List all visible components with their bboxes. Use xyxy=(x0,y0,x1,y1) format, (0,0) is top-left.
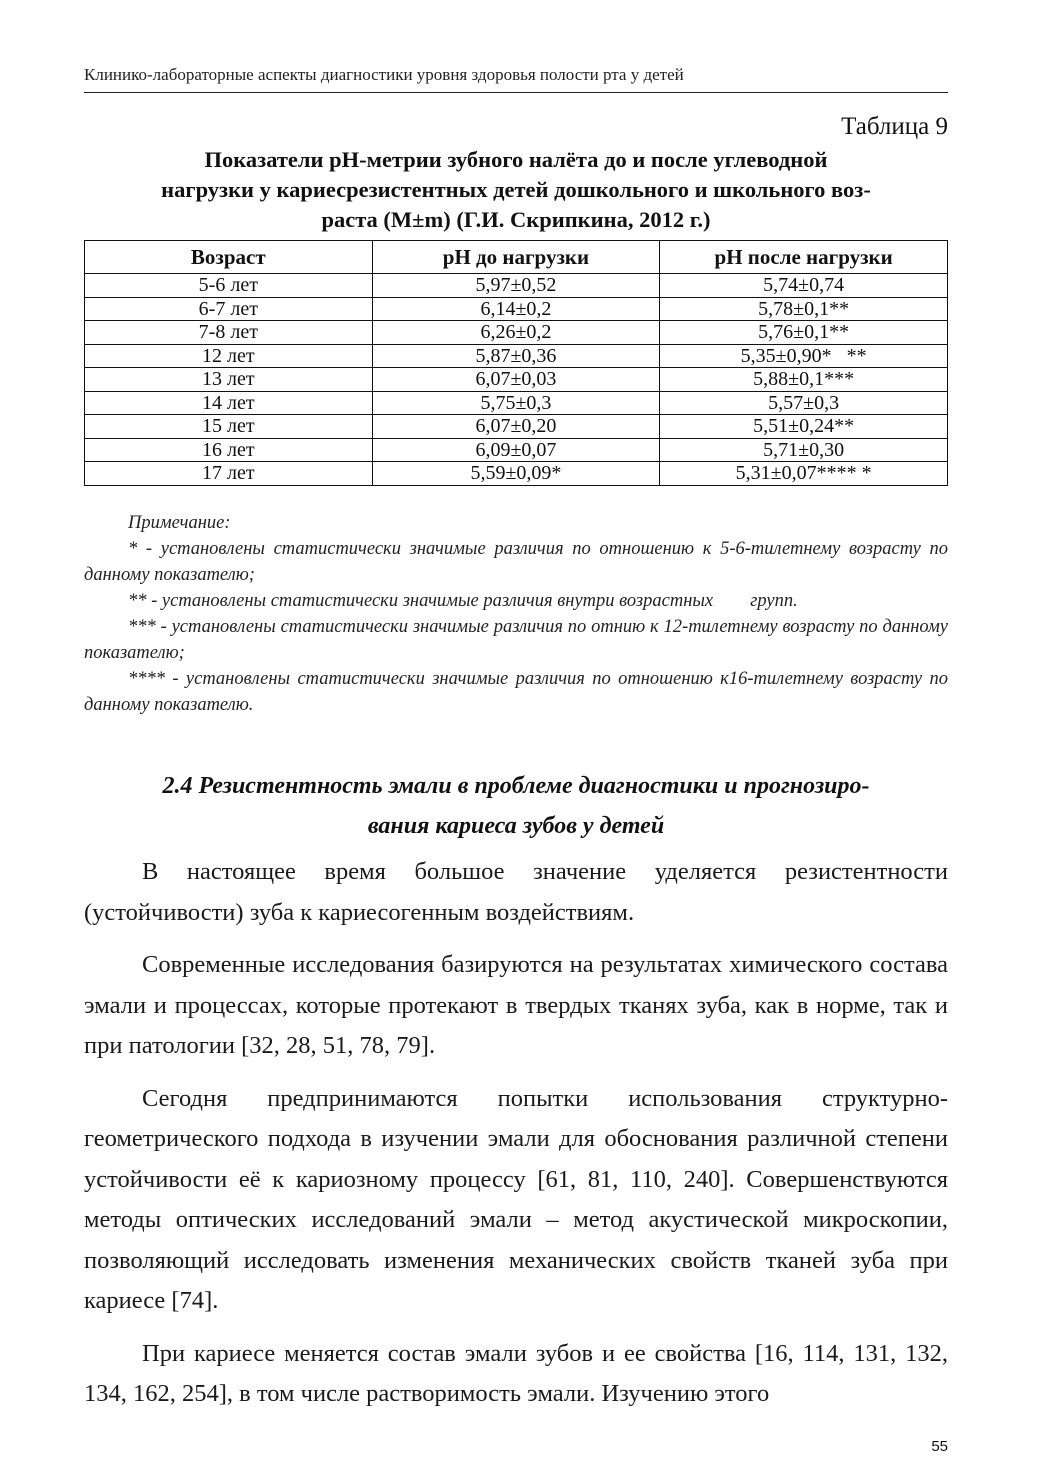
section-heading xyxy=(84,766,948,846)
paragraph: Современные исследования базируются на результатах химического состава эмали и процессах, которые протекают в твердых тканях зуба, как в норме, так и при патологии [32, 28, 51, 78, 79]. xyxy=(84,951,948,1059)
cell-age: 7-8 лет xyxy=(85,321,373,345)
cell-ph-before: 5,59±0,09* xyxy=(372,462,660,486)
cell-ph-after: 5,71±0,30 xyxy=(660,438,948,462)
header-age: Возраст xyxy=(85,241,373,274)
paragraph: При кариесе меняется состав эмали зубов и ее свойства [16, 114, 131, 132, 134, 162, 254], в том числе растворимость эмали. Изучению этого xyxy=(84,1339,948,1407)
ph-table xyxy=(84,240,948,486)
cell-ph-before: 6,14±0,2 xyxy=(372,297,660,321)
table-row xyxy=(85,297,948,321)
cell-ph-before: 6,09±0,07 xyxy=(372,438,660,462)
table-header-row xyxy=(85,241,948,274)
table-caption xyxy=(84,145,948,235)
cell-ph-after: 5,35±0,90* ** xyxy=(660,344,948,368)
table-row xyxy=(85,368,948,392)
table-row xyxy=(85,438,948,462)
cell-ph-before: 5,87±0,36 xyxy=(372,344,660,368)
cell-age: 16 лет xyxy=(85,438,373,462)
table-label: Таблица 9 xyxy=(841,113,948,140)
note-item: * - установлены статистически значимые различия по отношению к 5-6-тилетнему возрасту по данному показателю; xyxy=(84,539,948,585)
section-heading-line: вания кариеса зубов у детей xyxy=(367,813,665,839)
table-row xyxy=(85,321,948,345)
cell-ph-after: 5,57±0,3 xyxy=(660,391,948,415)
caption-line: нагрузки у кариесрезистентных детей дошкольного и школьного воз- xyxy=(161,177,871,202)
cell-age: 13 лет xyxy=(85,368,373,392)
cell-age: 17 лет xyxy=(85,462,373,486)
body-text xyxy=(84,852,948,1427)
cell-ph-before: 5,75±0,3 xyxy=(372,391,660,415)
notes-title: Примечание: xyxy=(128,513,231,533)
cell-ph-after: 5,51±0,24** xyxy=(660,415,948,439)
header-ph-after: pH после нагрузки xyxy=(660,241,948,274)
paragraph: В настоящее время большое значение уделяется резистентности (устойчивости) зуба к кариесогенным воздействиям. xyxy=(84,858,948,926)
cell-age: 15 лет xyxy=(85,415,373,439)
caption-line: Показатели pH-метрии зубного налёта до и после углеводной xyxy=(204,147,828,172)
cell-ph-after: 5,31±0,07**** * xyxy=(660,462,948,486)
cell-ph-after: 5,78±0,1** xyxy=(660,297,948,321)
page-number: 55 xyxy=(931,1438,948,1455)
table-row xyxy=(85,391,948,415)
cell-age: 5-6 лет xyxy=(85,274,373,298)
cell-age: 6-7 лет xyxy=(85,297,373,321)
note-item: **** - установлены статистически значимые различия по отношению к16-тилетнему возрасту по данному показателю. xyxy=(84,669,948,715)
cell-age: 14 лет xyxy=(85,391,373,415)
caption-line: раста (M±m) (Г.И. Скрипкина, 2012 г.) xyxy=(321,207,711,232)
note-item: *** - установлены статистически значимые различия по отнию к 12-тилетнему возрасту по данному показателю; xyxy=(84,617,948,663)
cell-ph-after: 5,76±0,1** xyxy=(660,321,948,345)
cell-ph-before: 6,07±0,20 xyxy=(372,415,660,439)
note-item: ** - установлены статистически значимые различия внутри возрастных групп. xyxy=(128,591,798,611)
cell-ph-before: 6,07±0,03 xyxy=(372,368,660,392)
table-notes xyxy=(84,510,948,718)
header-ph-before: pH до нагрузки xyxy=(372,241,660,274)
cell-ph-before: 5,97±0,52 xyxy=(372,274,660,298)
section-heading-line: 2.4 Резистентность эмали в проблеме диагностики и прогнозиро- xyxy=(162,773,870,799)
cell-ph-after: 5,88±0,1*** xyxy=(660,368,948,392)
cell-ph-before: 6,26±0,2 xyxy=(372,321,660,345)
table-row xyxy=(85,344,948,368)
running-head: Клинико-лабораторные аспекты диагностики уровня здоровья полости рта у детей xyxy=(84,64,948,93)
table-row xyxy=(85,274,948,298)
table-row xyxy=(85,462,948,486)
cell-ph-after: 5,74±0,74 xyxy=(660,274,948,298)
cell-age: 12 лет xyxy=(85,344,373,368)
paragraph: Сегодня предпринимаются попытки использования структурно-геометрического подхода в изучении эмали для обоснования различной степени устойчивости её к кариозному процессу [61, 81, 110, 240]. Совершенствуются методы оптических исследований эмали – метод акустической микроскопии, позволяющий исследовать изменения механических свойств тканей зуба при кариесе [74]. xyxy=(84,1084,948,1314)
table-row xyxy=(85,415,948,439)
